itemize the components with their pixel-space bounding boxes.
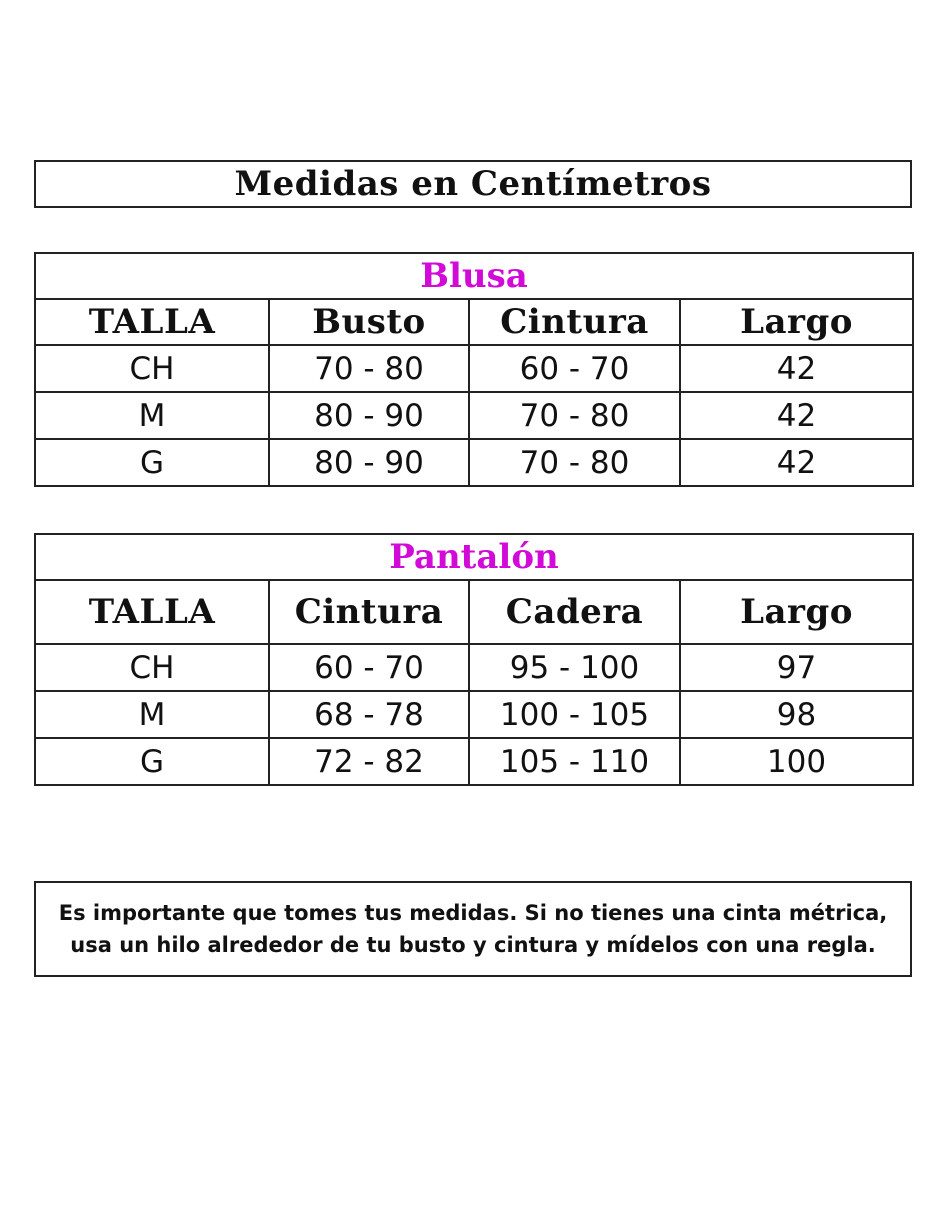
table-cell: 100 bbox=[680, 738, 913, 785]
table-row bbox=[35, 644, 913, 691]
column-header-cintura: Cintura bbox=[269, 580, 469, 644]
column-header-largo: Largo bbox=[680, 299, 913, 345]
table-cell: 70 - 80 bbox=[269, 345, 469, 392]
table-cell: 42 bbox=[680, 345, 913, 392]
table-cell: 98 bbox=[680, 691, 913, 738]
table-row bbox=[35, 439, 913, 486]
table-cell: 70 - 80 bbox=[469, 439, 680, 486]
table-cell: 97 bbox=[680, 644, 913, 691]
table-cell: 42 bbox=[680, 392, 913, 439]
table-cell: 60 - 70 bbox=[469, 345, 680, 392]
column-header-cadera: Cadera bbox=[469, 580, 680, 644]
table-cell: 80 - 90 bbox=[269, 392, 469, 439]
measurement-note: Es importante que tomes tus medidas. Si no tienes una cinta métrica, usa un hilo alrededor de tu busto y cintura y mídelos con una regla. bbox=[34, 881, 912, 977]
blusa-size-table bbox=[34, 252, 914, 487]
table-cell: M bbox=[35, 392, 269, 439]
pantalon-title: Pantalón bbox=[35, 534, 913, 580]
table-cell: 105 - 110 bbox=[469, 738, 680, 785]
table-row bbox=[35, 392, 913, 439]
table-cell: 70 - 80 bbox=[469, 392, 680, 439]
table-cell: G bbox=[35, 439, 269, 486]
blusa-header-row bbox=[35, 299, 913, 345]
table-row bbox=[35, 345, 913, 392]
table-cell: M bbox=[35, 691, 269, 738]
table-cell: 72 - 82 bbox=[269, 738, 469, 785]
column-header-largo: Largo bbox=[680, 580, 913, 644]
table-cell: 60 - 70 bbox=[269, 644, 469, 691]
table-row bbox=[35, 691, 913, 738]
table-cell: 42 bbox=[680, 439, 913, 486]
table-cell: 95 - 100 bbox=[469, 644, 680, 691]
table-cell: G bbox=[35, 738, 269, 785]
table-cell: 68 - 78 bbox=[269, 691, 469, 738]
column-header-cintura: Cintura bbox=[469, 299, 680, 345]
table-cell: 100 - 105 bbox=[469, 691, 680, 738]
column-header-busto: Busto bbox=[269, 299, 469, 345]
table-cell: CH bbox=[35, 345, 269, 392]
pantalon-size-table bbox=[34, 533, 914, 786]
column-header-talla: TALLA bbox=[35, 580, 269, 644]
table-row bbox=[35, 738, 913, 785]
column-header-talla: TALLA bbox=[35, 299, 269, 345]
page-title: Medidas en Centímetros bbox=[34, 160, 912, 208]
table-cell: 80 - 90 bbox=[269, 439, 469, 486]
blusa-title: Blusa bbox=[35, 253, 913, 299]
pantalon-header-row bbox=[35, 580, 913, 644]
table-cell: CH bbox=[35, 644, 269, 691]
